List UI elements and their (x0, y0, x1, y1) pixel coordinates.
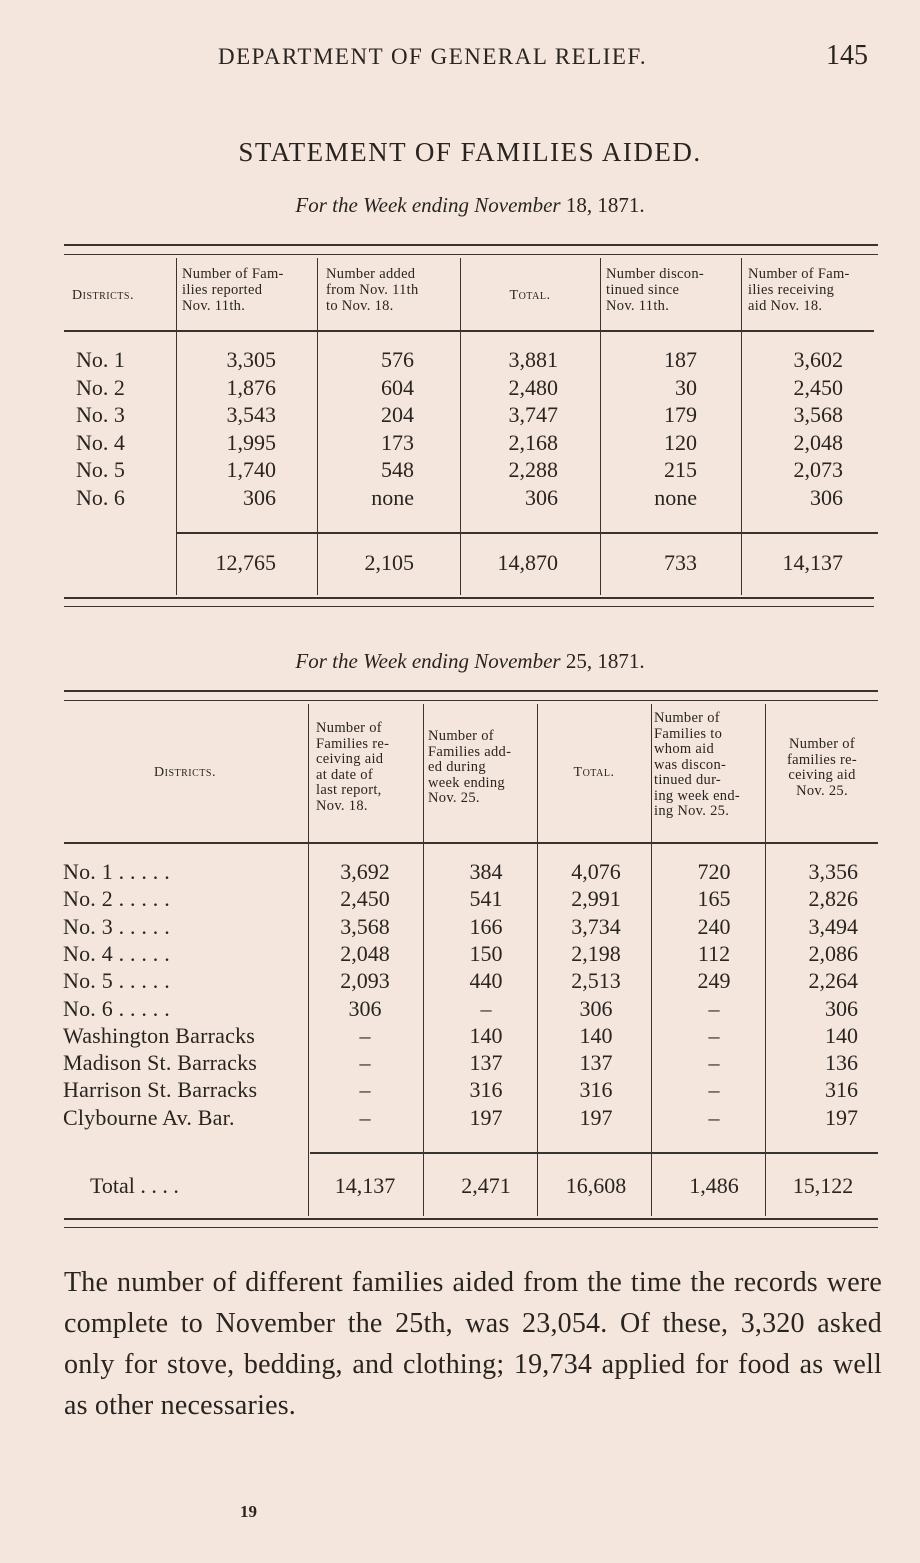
table-cell: 316 (825, 1077, 858, 1103)
column-header: whom aid (654, 741, 714, 757)
table-cell: 2,480 (508, 374, 558, 400)
table-cell: 2,826 (808, 886, 858, 912)
table-cell: 165 (697, 886, 731, 912)
total-cell: 14,137 (334, 1173, 396, 1198)
table-cell: – (359, 1077, 371, 1103)
table-cell: 604 (381, 374, 414, 400)
column-header: week ending (428, 774, 505, 791)
table-cell: 1,876 (226, 374, 276, 400)
summary-paragraph: The number of different families aided from the time the records were complete to November the 25th, was 23,054. Of these, 3,320 asked only for stove, bedding, and clothing; 19,734 applied for food as well as other necessaries. (64, 1267, 882, 1421)
table-cell: 140 (825, 1022, 858, 1048)
table-cell: – (708, 1050, 720, 1076)
table-cell: 306 (810, 484, 843, 510)
district-label: No. 5 (76, 457, 125, 482)
table1-caption-date: 18, 1871. (565, 193, 645, 217)
rule (64, 1227, 878, 1228)
column-header: Nov. 25. (796, 782, 848, 799)
table-cell: 3,747 (508, 402, 558, 427)
table-cell: 140 (469, 1022, 503, 1048)
table-cell: 197 (469, 1104, 503, 1130)
district-label: No. 5 . . . . . (63, 968, 170, 994)
table-cell: 137 (469, 1050, 503, 1076)
district-label: No. 4 . . . . . (63, 940, 170, 966)
rule (64, 700, 878, 701)
table-cell: 179 (664, 402, 697, 427)
table-cell: 197 (579, 1104, 613, 1130)
table-cell: 306 (825, 995, 858, 1021)
table-cell: none (371, 484, 414, 510)
district-label: Harrison St. Barracks (63, 1077, 258, 1103)
table-cell: 2,288 (508, 457, 558, 482)
column-header: Families to (654, 725, 723, 742)
table-cell: 3,305 (226, 347, 276, 372)
column-header: Number of Fam- (182, 266, 284, 282)
table-cell: 173 (381, 429, 414, 455)
total-cell: 16,608 (565, 1173, 627, 1198)
district-label: No. 1 (76, 347, 125, 372)
column-header: Nov. 18. (316, 797, 368, 814)
total-cell: 2,105 (364, 550, 414, 575)
table-cell: 137 (579, 1050, 613, 1076)
column-header: was discon- (654, 756, 727, 773)
table-cell: 306 (243, 484, 276, 510)
column-header: ilies receiving (748, 282, 835, 298)
table-cell: 2,093 (340, 968, 390, 994)
table-cell: 3,494 (808, 913, 858, 939)
district-label: No. 6 . . . . . (63, 995, 170, 1021)
table-cell: 541 (469, 886, 503, 912)
column-header: ing Nov. 25. (654, 803, 730, 819)
district-label: No. 2 . . . . . (63, 886, 170, 912)
table-cell: 3,568 (340, 913, 390, 939)
column-header: Total. (573, 765, 615, 780)
table-cell: 136 (825, 1050, 858, 1076)
table-cell: – (708, 1104, 720, 1130)
rule (64, 597, 874, 599)
column-header: from Nov. 11th (326, 282, 419, 298)
table2-caption (0, 649, 920, 674)
column-header: Nov. 25. (428, 790, 480, 806)
table-cell: 3,602 (793, 347, 843, 372)
total-cell: 14,870 (497, 550, 558, 575)
table-cell: 306 (348, 995, 382, 1021)
column-header: Nov. 11th. (182, 298, 246, 314)
table-cell: none (654, 484, 697, 510)
total-cell: 1,486 (689, 1173, 739, 1198)
table-cell: 2,991 (571, 886, 621, 912)
total-cell: 15,122 (792, 1173, 854, 1198)
column-header: Number of (789, 736, 855, 752)
table-cell: 215 (664, 457, 697, 482)
table-cell: – (480, 995, 492, 1021)
column-header: ed during (428, 759, 486, 775)
rule (64, 330, 874, 332)
table-cell: 112 (697, 940, 731, 966)
table-cell: 3,881 (508, 347, 558, 372)
rule (176, 532, 878, 534)
table-cell: 2,048 (340, 940, 390, 966)
column-header: Families add- (428, 743, 512, 760)
column-header: Number added (326, 266, 416, 282)
table-cell: 316 (579, 1077, 613, 1103)
column-header: ceiving aid (788, 767, 856, 783)
rule (64, 244, 878, 246)
column-header: tinued since (606, 282, 680, 298)
totals-label: Total . . . . (90, 1173, 179, 1198)
signature-mark: 19 (240, 1502, 257, 1521)
table-cell: 150 (469, 940, 503, 966)
table-cell: – (708, 1022, 720, 1048)
table-cell: – (359, 1022, 371, 1048)
table-cell: 548 (381, 457, 414, 482)
table-cell: 3,568 (793, 402, 843, 427)
column-header: at date of (316, 766, 373, 783)
table-cell: 2,198 (571, 940, 621, 966)
column-header: Districts. (72, 288, 134, 303)
total-cell: 733 (664, 550, 697, 575)
table-cell: 187 (664, 347, 697, 372)
table-cell: 316 (469, 1077, 503, 1103)
column-header: to Nov. 18. (326, 298, 394, 314)
table-cell: 720 (697, 859, 731, 884)
table1-caption-italic: For the Week ending November (295, 193, 561, 217)
column-header: Number of (316, 720, 382, 736)
district-label: Madison St. Barracks (63, 1050, 258, 1076)
table-cell: 440 (469, 968, 503, 994)
page-number: 145 (826, 40, 868, 71)
table2-caption-date: 25, 1871. (565, 649, 645, 673)
rule (310, 1152, 878, 1154)
table-cell: 2,048 (793, 429, 843, 455)
table-cell: 120 (664, 429, 697, 455)
column-header: Number of (654, 710, 720, 726)
table-cell: 2,450 (793, 374, 843, 400)
column-header: ilies reported (182, 282, 263, 298)
total-cell: 14,137 (782, 550, 843, 575)
table-cell: 2,513 (571, 968, 621, 994)
column-header: ing week end- (654, 787, 741, 804)
table-cell: – (708, 995, 720, 1021)
table-cell: – (359, 1104, 371, 1130)
column-header: Nov. 11th. (606, 298, 670, 314)
table1-caption (0, 193, 920, 218)
district-label: No. 2 (76, 374, 125, 400)
table-cell: 384 (469, 859, 503, 884)
rule (64, 842, 878, 844)
table-cell: 2,168 (508, 429, 558, 455)
rule (64, 254, 878, 255)
table-cell: 4,076 (571, 859, 621, 884)
table-cell: 306 (579, 995, 613, 1021)
table-cell: 30 (675, 374, 697, 400)
table-cell: 2,086 (808, 940, 858, 966)
table-cell: 197 (825, 1104, 858, 1130)
column-header: families re- (786, 751, 858, 768)
table-cell: 3,356 (808, 859, 858, 884)
column-header: Number of (428, 728, 494, 744)
table-cell: 3,692 (340, 859, 390, 884)
column-header: aid Nov. 18. (748, 298, 823, 314)
rule (64, 1218, 878, 1220)
table2-caption-italic: For the Week ending November (295, 649, 561, 673)
rule (64, 690, 878, 692)
total-cell: 12,765 (215, 550, 276, 575)
column-header: ceiving aid (316, 751, 384, 767)
table-cell: 3,543 (226, 402, 276, 427)
table-cell: – (359, 1050, 371, 1076)
table-cell: 3,734 (571, 913, 621, 939)
table-cell: 240 (697, 913, 731, 939)
column-header: Number discon- (606, 266, 705, 282)
table-cell: 1,740 (226, 457, 276, 482)
district-label: No. 1 . . . . . (63, 859, 170, 884)
district-label: No. 4 (76, 429, 125, 455)
total-cell: 2,471 (461, 1173, 511, 1198)
rule (64, 606, 874, 607)
table-cell: 2,264 (808, 968, 858, 994)
district-label: No. 3 . . . . . (63, 913, 170, 939)
column-header: last report, (316, 782, 382, 798)
table-cell: 204 (381, 402, 414, 427)
table-cell: 140 (579, 1022, 613, 1048)
column-header: Districts. (154, 765, 216, 780)
table-cell: 249 (697, 968, 731, 994)
table-cell: 166 (469, 913, 503, 939)
rule (423, 704, 424, 1216)
district-label: No. 6 (76, 484, 125, 510)
column-header: Total. (509, 288, 551, 303)
table-cell: 576 (381, 347, 414, 372)
table-cell: 2,073 (793, 457, 843, 482)
table-cell: 2,450 (340, 886, 390, 912)
table-cell: 1,995 (226, 429, 276, 455)
table-cell: 306 (525, 484, 558, 510)
district-label: No. 3 (76, 402, 125, 427)
district-label: Clybourne Av. Bar. (63, 1104, 235, 1130)
page-title: STATEMENT OF FAMILIES AIDED. (238, 137, 702, 167)
running-head: DEPARTMENT OF GENERAL RELIEF. (218, 44, 648, 69)
district-label: Washington Barracks (63, 1022, 256, 1048)
column-header: Number of Fam- (748, 266, 850, 282)
column-header: tinued dur- (654, 772, 722, 788)
table-cell: – (708, 1077, 720, 1103)
rule (651, 704, 652, 1216)
column-header: Families re- (316, 735, 390, 752)
